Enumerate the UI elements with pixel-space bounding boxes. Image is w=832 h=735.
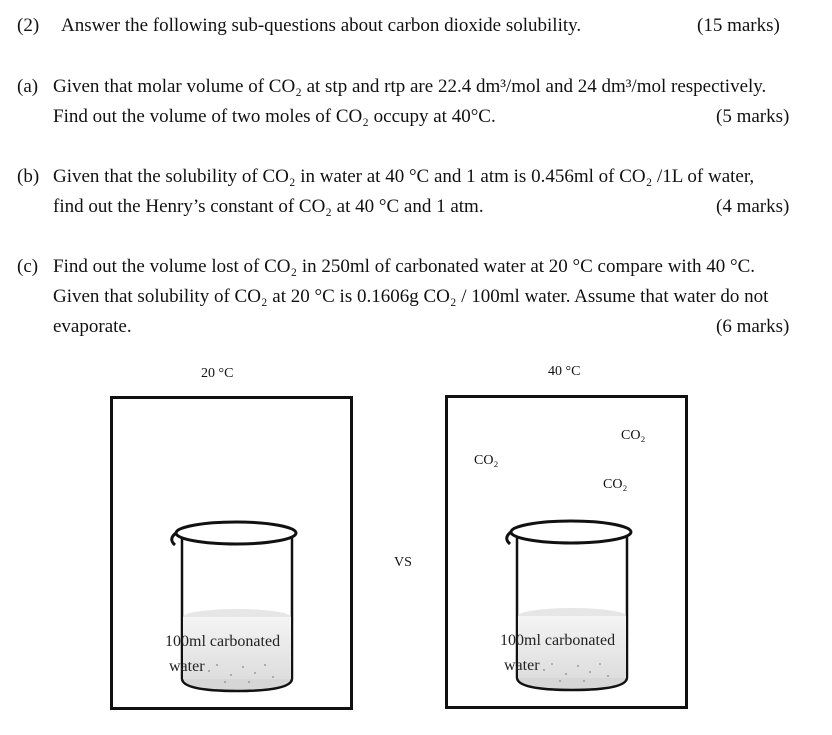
left-beaker-label-line2: water	[169, 658, 205, 675]
left-beaker-panel	[110, 396, 353, 710]
part-b-line1: Given that the solubility of CO₂ in water at 40 °C and 1 atm is 0.456ml of CO₂ /1L of water,	[53, 166, 755, 187]
part-c-line3: evaporate.	[53, 316, 132, 337]
question-marks: (15 marks)	[697, 15, 780, 36]
co2-label: CO₂	[474, 453, 499, 468]
part-a-line1: Given that molar volume of CO₂ at stp and rtp are 22.4 dm³/mol and 24 dm³/mol respectively.	[53, 76, 767, 97]
part-a-label: (a)	[17, 76, 39, 97]
beaker-icon	[113, 399, 350, 707]
right-beaker-label-line1: 100ml carbonated	[500, 632, 616, 649]
co2-label: CO₂	[603, 477, 628, 492]
left-temp-label: 20 °C	[201, 366, 234, 381]
vs-label: VS	[394, 555, 412, 570]
part-c-label: (c)	[17, 256, 39, 277]
part-a-line2: Find out the volume of two moles of CO₂ occupy at 40°C.	[53, 106, 496, 127]
left-beaker-label-line1: 100ml carbonated	[165, 633, 281, 650]
co2-label: CO₂	[621, 428, 646, 443]
right-beaker-panel	[445, 395, 688, 709]
part-c-line2: Given that solubility of CO₂ at 20 °C is 0.1606g CO₂ / 100ml water. Assume that water do not	[53, 286, 769, 307]
part-a-marks: (5 marks)	[716, 106, 790, 127]
question-number: (2)	[17, 15, 40, 36]
part-c-marks: (6 marks)	[716, 316, 790, 337]
right-beaker-label-line2: water	[504, 657, 540, 674]
part-b-marks: (4 marks)	[716, 196, 790, 217]
question-intro: Answer the following sub-questions about carbon dioxide solubility.	[61, 15, 582, 36]
part-b-line2: find out the Henry’s constant of CO₂ at 40 °C and 1 atm.	[53, 196, 484, 217]
right-temp-label: 40 °C	[548, 364, 581, 379]
part-b-label: (b)	[17, 166, 40, 187]
beaker-icon	[448, 398, 685, 706]
part-c-line1: Find out the volume lost of CO₂ in 250ml of carbonated water at 20 °C compare with 40 °C.	[53, 256, 756, 277]
